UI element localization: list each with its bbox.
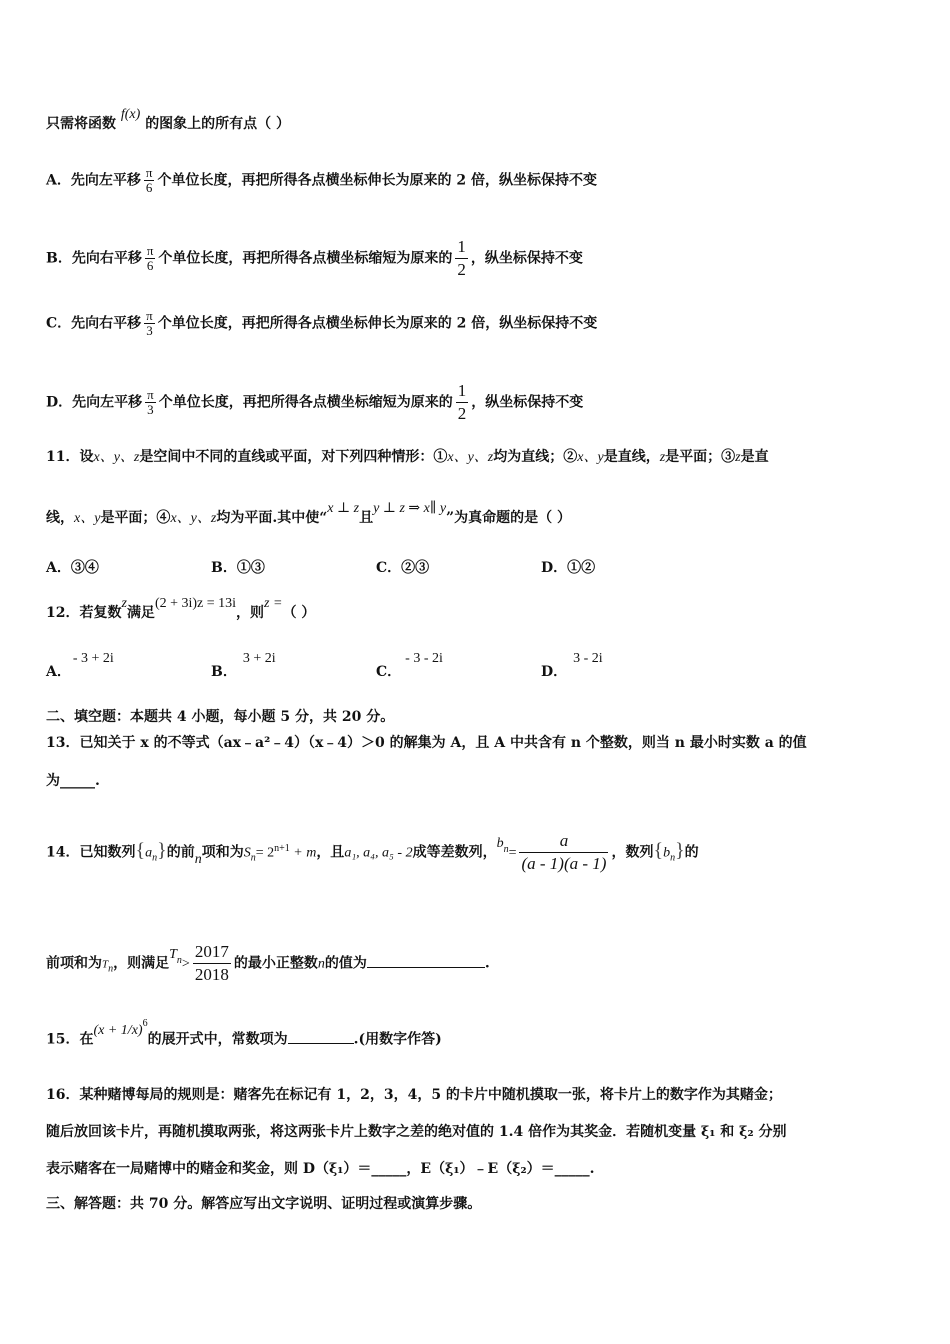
answer-blank[interactable] — [288, 1029, 354, 1044]
intro-line: 只需将函数 f(x) 的图象上的所有点（ ） — [46, 107, 291, 132]
q12-stem: 12．若复数z满足(2 + 3i)z = 13i，则z =（ ） — [46, 596, 316, 621]
q11-option-d: D．①② — [541, 560, 596, 576]
condition-implication: y ⊥ z ⇒ x∥ y — [373, 501, 447, 516]
q12-option-d: D．3 - 2i — [541, 651, 603, 680]
q12-option-a: A．- 3 + 2i — [46, 651, 114, 680]
fraction-1-2: $\frac{1}{2}$ — [457, 381, 467, 423]
q12-option-b: B．3 + 2i — [211, 651, 276, 680]
fraction-2017-2018: $\frac{2017}{2018}$ — [194, 942, 229, 984]
func-fx: f(x) — [120, 107, 141, 122]
q11-line-1: 11．设x、y、z是空间中不同的直线或平面，对下列四种情形：①x、y、z均为直线；②x、y是直线，z是平面；③z是直 — [46, 449, 769, 465]
fraction-1-2: $\frac{1}{2}$ — [457, 237, 466, 279]
q10-option-c: C．先向右平移 $\frac{\pi}{3}$ 个单位长度，再把所得各点横坐标伸长为原来的 2 倍，纵坐标保持不变 — [46, 308, 598, 338]
q16-line-1: 16．某种赌博每局的规则是：赌客先在标记有 1，2，3，4，5 的卡片中随机摸取一张，将卡片上的数字作为其赌金； — [46, 1087, 782, 1103]
fraction-pi-6: $\frac{\pi}{6}$ — [145, 165, 153, 195]
q13-line-2: 为_____. — [46, 773, 100, 789]
sequence-terms: a₁, a₄, a₅ - 2 — [344, 845, 413, 861]
q11-option-a: A．③④ — [46, 560, 99, 576]
binomial-expression: (x + 1/x) — [93, 1022, 143, 1038]
answer-blank[interactable] — [367, 953, 485, 968]
q14-line-1: 14．已知数列$\{a_n\}$的前n项和为$S_n= 2^{n+1} + m$，且a₁, a₄, a₅ - 2成等差数列，$b_n=$ $\frac{a}{(a - 1)(a - 1)}$ ，数列$\{b_n\}$的 — [46, 831, 699, 873]
q11-option-c: C．②③ — [376, 560, 430, 576]
q10-option-d: D．先向左平移 $\frac{\pi}{3}$ 个单位长度，再把所得各点横坐标缩短为原来的 $\frac{1}{2}$ ，纵坐标保持不变 — [46, 381, 584, 423]
q11-option-b: B．①③ — [211, 560, 265, 576]
bn-fraction: $\frac{a}{(a - 1)(a - 1)}$ — [521, 831, 607, 873]
q10-option-b: B．先向右平移 $\frac{\pi}{6}$ 个单位长度，再把所得各点横坐标缩短为原来的 $\frac{1}{2}$ ，纵坐标保持不变 — [46, 237, 583, 279]
q10-option-a: A．先向左平移 $\frac{\pi}{6}$ 个单位长度，再把所得各点横坐标伸长为原来的 2 倍，纵坐标保持不变 — [46, 165, 597, 195]
q12-option-c: C．- 3 - 2i — [376, 651, 443, 680]
condition-x-perp-z: x ⊥ z — [327, 501, 360, 516]
section-3-heading: 三、解答题：共 70 分。解答应写出文字说明、证明过程或演算步骤。 — [46, 1196, 482, 1212]
fraction-pi-3: $\frac{\pi}{3}$ — [147, 387, 154, 417]
q16-line-2: 随后放回该卡片，再随机摸取两张，将这两张卡片上数字之差的绝对值的 1.4 倍作为其奖金．若随机变量 ξ₁ 和 ξ₂ 分别 — [46, 1124, 787, 1140]
fraction-pi-3: $\frac{\pi}{3}$ — [146, 308, 153, 338]
q16-line-3: 表示赌客在一局赌博中的赌金和奖金，则 D（ξ₁）＝_____，E（ξ₁）﹣E（ξ₂）＝_____. — [46, 1161, 595, 1177]
section-2-heading: 二、填空题：本题共 4 小题，每小题 5 分，共 20 分。 — [46, 709, 395, 725]
q11-line-2: 线，x、y是平面；④x、y、z均为平面.其中使“x ⊥ z且y ⊥ z ⇒ x∥ y”为真命题的是（ ） — [46, 501, 571, 526]
fraction-pi-6: $\frac{\pi}{6}$ — [146, 243, 154, 273]
q13-line-1: 13．已知关于 x 的不等式（ax﹣a²﹣4）（x﹣4）＞0 的解集为 A，且 A 中共含有 n 个整数，则当 n 最小时实数 a 的值 — [46, 735, 807, 751]
equation: (2 + 3i)z = 13i — [154, 596, 237, 611]
q15-line: 15．在$(x + 1/x)^6$的展开式中，常数项为 .(用数字作答) — [46, 1018, 442, 1048]
q14-line-2: 前项和为$T_n$，则满足$T_n>$ $\frac{2017}{2018}$ 的最小正整数n的值为 . — [46, 942, 490, 984]
